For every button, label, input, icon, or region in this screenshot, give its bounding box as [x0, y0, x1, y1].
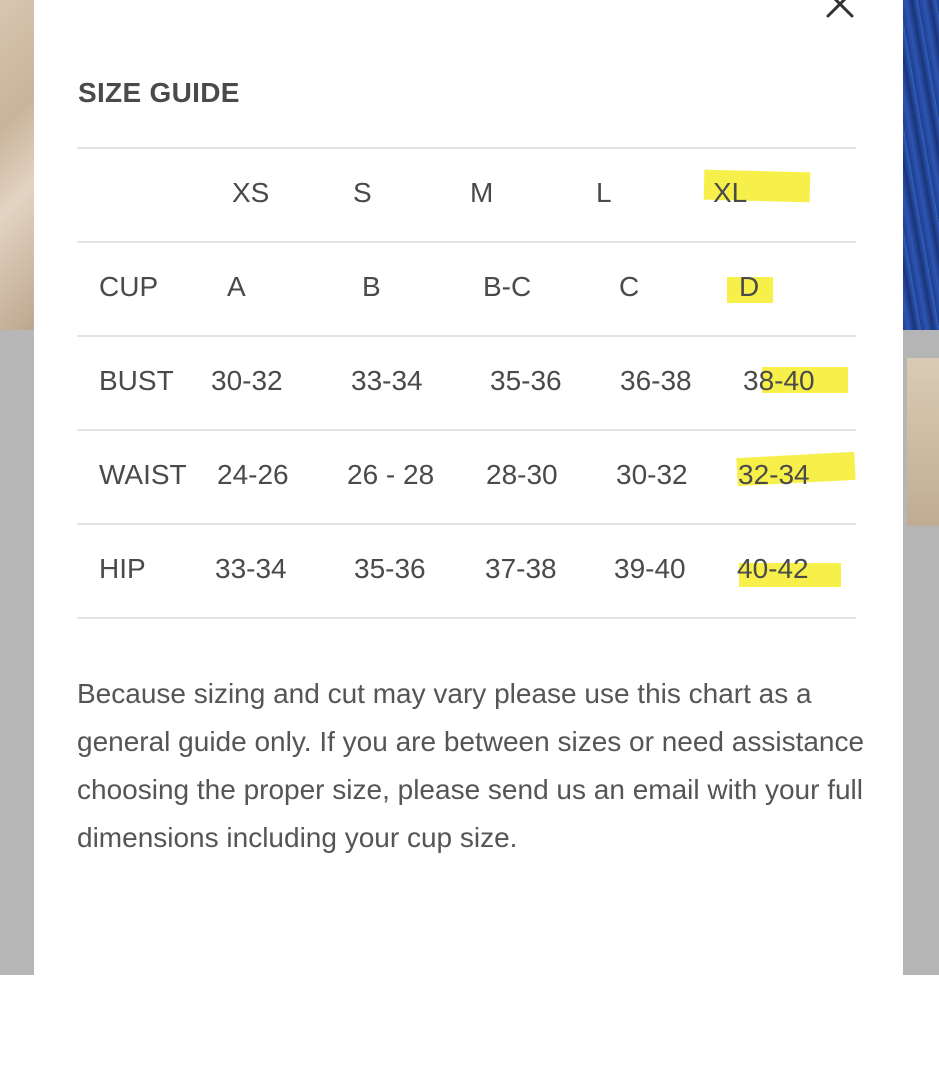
- size-guide-note: Because sizing and cut may vary please use this chart as a general guide only. If you are between sizes or need assistance choosing the proper size, please send us an email with your full dimensions including your cup size.: [77, 678, 865, 853]
- table-cell: 28-30: [486, 459, 558, 490]
- background-overlay-left: [0, 330, 34, 975]
- size-table: [77, 147, 856, 619]
- page-bottom: [0, 975, 939, 1080]
- row-label: WAIST: [99, 459, 187, 490]
- table-cell: A: [227, 271, 246, 302]
- size-header-xl: XL: [713, 177, 748, 208]
- table-cell: 35-36: [354, 553, 426, 584]
- table-cell: 32-34: [738, 459, 810, 490]
- close-icon[interactable]: [822, 0, 858, 22]
- row-label: CUP: [99, 271, 159, 302]
- size-guide-modal: [34, 0, 903, 975]
- table-cell: 26 - 28: [347, 459, 435, 490]
- table-cell: 36-38: [620, 365, 692, 396]
- size-header-xs: XS: [232, 177, 270, 208]
- modal-title: SIZE GUIDE: [78, 77, 240, 108]
- table-row-waist: [77, 429, 856, 523]
- table-cell: 30-32: [616, 459, 688, 490]
- table-cell: 33-34: [215, 553, 287, 584]
- background-photo-right: [903, 0, 939, 330]
- table-cell: 30-32: [211, 365, 283, 396]
- table-cell: C: [619, 271, 640, 302]
- table-cell: 37-38: [485, 553, 557, 584]
- table-cell: B-C: [483, 271, 532, 302]
- table-cell: D: [739, 271, 760, 302]
- table-cell: 35-36: [490, 365, 562, 396]
- size-header-m: M: [470, 177, 494, 208]
- table-row-bust: [77, 335, 856, 429]
- size-header-s: S: [353, 177, 372, 208]
- background-photo-left: [0, 0, 34, 330]
- table-cell: 38-40: [743, 365, 815, 396]
- size-header-row: [77, 147, 856, 241]
- table-cell: 39-40: [614, 553, 686, 584]
- row-label: HIP: [99, 553, 146, 584]
- background-thumbnail-right: [907, 358, 939, 526]
- table-cell: 40-42: [737, 553, 809, 584]
- table-row-cup: [77, 241, 856, 335]
- table-cell: B: [362, 271, 381, 302]
- table-row-hip: [77, 523, 856, 619]
- table-cell: 24-26: [217, 459, 289, 490]
- table-cell: 33-34: [351, 365, 423, 396]
- size-header-l: L: [596, 177, 612, 208]
- row-label: BUST: [99, 365, 174, 396]
